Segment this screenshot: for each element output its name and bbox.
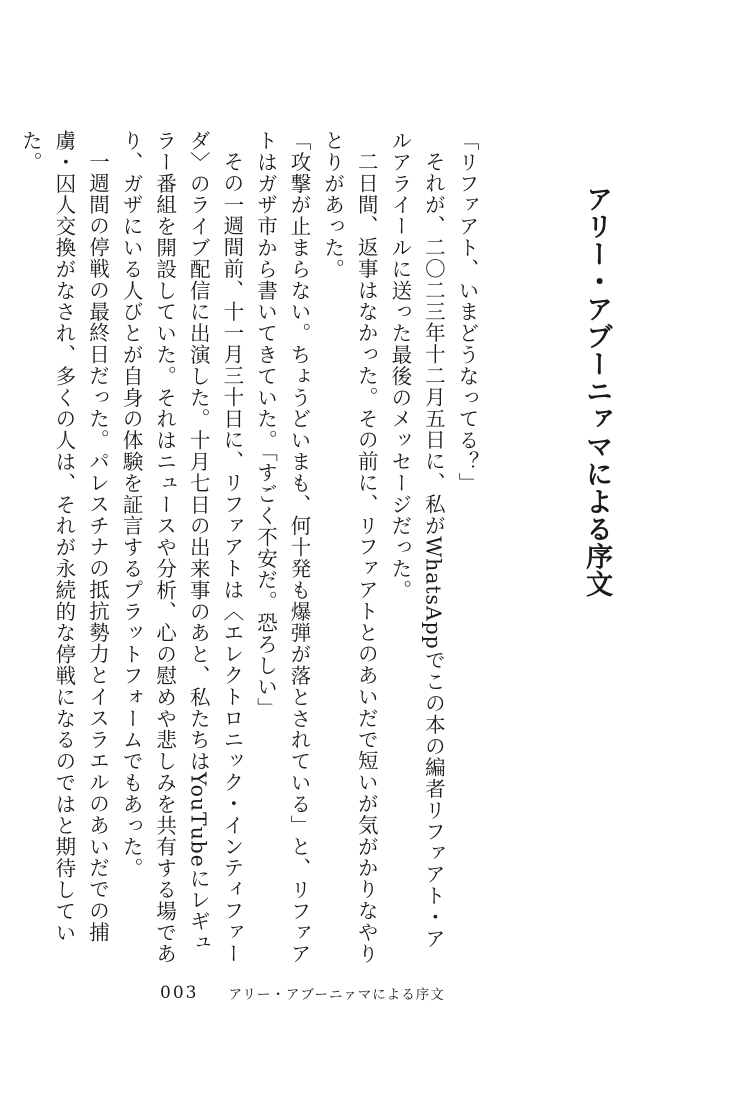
- paragraph-4: 「攻撃が止まらない。ちょうどいまも、何十発も爆弾が落とされている」と、リファアトはガザ市から書いてきていた。「すごく不安だ。恐ろしい」: [253, 130, 312, 965]
- paragraph-3: 二日間、返事はなかった。その前に、リファアトとのあいだで短いが気がかりなやりとりがあった。: [320, 130, 379, 964]
- paragraph-1: 「リファアト、いまどうなってる？」: [455, 130, 479, 494]
- page-footer: [160, 978, 445, 1008]
- paragraph-5: その一週間前、十一月三十日に、リファアトは〈エレクトロニック・インティファーダ〉のライブ配信に出演した。十月七日の出来事のあと、私たちはYouTubeにレギュラー番組を開設していた。それはニュースや分析、心の慰めや悲しみを共有する場であり、ガザにいる人びとが自身の体験を証言するプラットフォームでもあった。: [119, 130, 244, 965]
- page-number: 003: [160, 983, 199, 1003]
- paragraph-2: それが、二〇二三年十二月五日に、私がWhatsAppでこの本の編者リファアト・アルアライールに送った最後のメッセージだった。: [387, 130, 446, 949]
- body-text: [18, 130, 483, 966]
- paragraph-6: 一週間の停戦の最終日だった。パレスチナの抵抗勢力とイスラエルのあいだでの捕虜・囚人交換がなされ、多くの人は、それが永続的な停戦になるのではと期待していた。: [18, 130, 110, 944]
- chapter-title: アリー・アブーニァマによる序文: [581, 185, 613, 598]
- running-head: アリー・アブーニァマによる序文: [228, 987, 445, 1003]
